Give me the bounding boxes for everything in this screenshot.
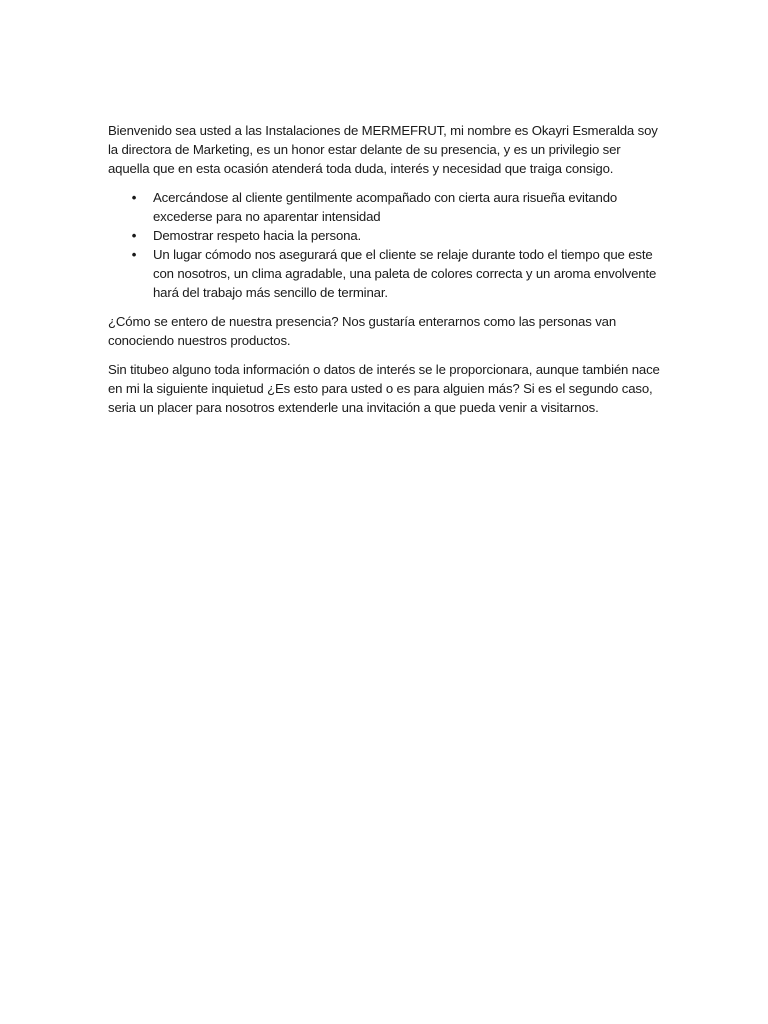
bullet-icon: • [131, 190, 137, 205]
list-item-text: Demostrar respeto hacia la persona. [153, 228, 362, 243]
document-body [108, 121, 664, 427]
bullet-list [108, 188, 664, 302]
list-item [108, 245, 664, 302]
list-item [108, 226, 664, 245]
list-item-text: Un lugar cómodo nos asegurará que el cliente se relaje durante todo el tiempo que este con nosotros, un clima agradable, una paleta de colores correcta y un aroma envolvente hará del trabajo más sencillo de terminar. [153, 247, 657, 300]
bullet-icon: • [131, 228, 137, 243]
closing-paragraph: Sin titubeo alguno toda información o datos de interés se le proporcionara, aunque también nace en mi la siguiente inquietud ¿Es esto para usted o es para alguien más? Si es el segundo caso, seria un placer para nosotros extenderle una invitación a que pueda venir a visitarnos. [108, 362, 660, 415]
list-item [108, 188, 664, 226]
list-item-text: Acercándose al cliente gentilmente acompañado con cierta aura risueña evitando excederse para no aparentar intensidad [153, 190, 618, 224]
question-paragraph: ¿Cómo se entero de nuestra presencia? Nos gustaría enterarnos como las personas van conociendo nuestros productos. [108, 314, 617, 348]
intro-paragraph: Bienvenido sea usted a las Instalaciones de MERMEFRUT, mi nombre es Okayri Esmeralda soy la directora de Marketing, es un honor estar delante de su presencia, y es un privilegio ser aquella que en esta ocasión atenderá toda duda, interés y necesidad que traiga consigo. [108, 123, 658, 176]
bullet-icon: • [131, 247, 137, 262]
